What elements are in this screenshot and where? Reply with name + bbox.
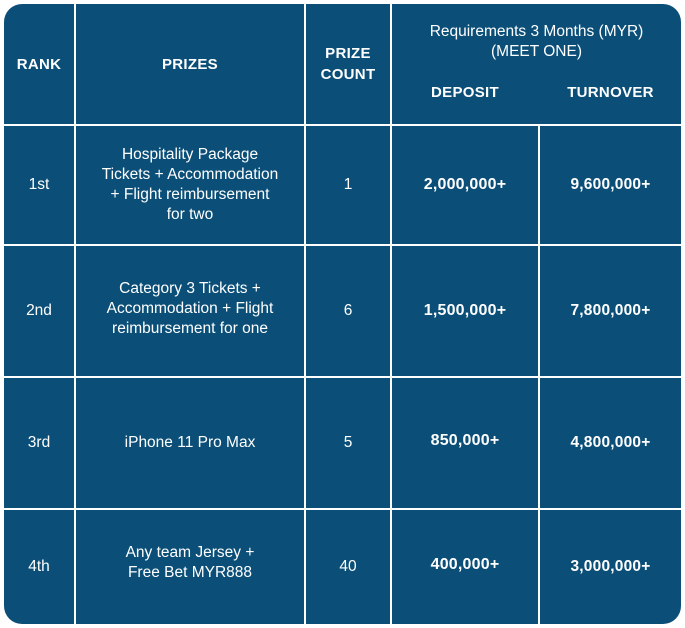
row-1-prize <box>76 126 304 244</box>
row-rank-label: 4th <box>28 558 50 575</box>
prize-line: Hospitality Package <box>121 146 259 163</box>
prize-line: Free Bet MYR888 <box>127 564 253 581</box>
row-rank-label: 1st <box>28 176 50 193</box>
prize-count-value: 40 <box>339 558 357 575</box>
row-rank-label: 2nd <box>26 302 52 319</box>
header-turnover <box>540 82 681 103</box>
row-4-turnover <box>540 510 681 624</box>
row-2-turnover <box>540 246 681 376</box>
row-3-rank <box>4 378 74 508</box>
row-3-deposit <box>392 378 538 508</box>
header-prizes-label: PRIZES <box>162 55 218 73</box>
prize-line: reimbursement for one <box>112 320 268 337</box>
header-rank <box>4 4 74 124</box>
row-4-rank <box>4 510 74 624</box>
deposit-value: 2,000,000+ <box>423 176 507 193</box>
header-requirements <box>392 4 681 124</box>
prize-line: iPhone 11 Pro Max <box>124 434 256 451</box>
prize-count-value: 6 <box>343 302 353 319</box>
prize-line: Any team Jersey + <box>125 544 255 561</box>
deposit-value: 400,000+ <box>430 556 500 573</box>
row-3-count <box>306 378 390 508</box>
requirements-title <box>392 22 681 62</box>
row-2-count <box>306 246 390 376</box>
deposit-value: 850,000+ <box>430 432 500 449</box>
row-2-rank <box>4 246 74 376</box>
header-prize-count-line2: COUNT <box>320 66 376 83</box>
row-2-prize <box>76 246 304 376</box>
prize-line: for two <box>166 206 214 223</box>
header-prize-count <box>306 4 390 124</box>
row-4-prize <box>76 510 304 624</box>
row-rank-label: 3rd <box>27 434 51 451</box>
row-1-count <box>306 126 390 244</box>
row-2-deposit <box>392 246 538 376</box>
header-turnover-label: TURNOVER <box>567 84 654 101</box>
header-deposit <box>392 82 538 103</box>
row-4-deposit <box>392 510 538 624</box>
row-3-turnover <box>540 378 681 508</box>
prize-line: Accommodation + Flight <box>106 300 274 317</box>
row-1-turnover <box>540 126 681 244</box>
header-deposit-label: DEPOSIT <box>431 84 499 101</box>
prize-count-value: 1 <box>343 176 353 193</box>
prize-line: Tickets + Accommodation <box>101 166 279 183</box>
header-prizes <box>76 4 304 124</box>
requirements-title-line2: (MEET ONE) <box>491 43 582 60</box>
header-prize-count-line1: PRIZE <box>325 45 371 62</box>
prize-line: + Flight reimbursement <box>110 186 270 203</box>
header-rank-label: RANK <box>16 55 62 73</box>
turnover-value: 7,800,000+ <box>570 302 651 319</box>
turnover-value: 4,800,000+ <box>570 434 651 451</box>
deposit-value: 1,500,000+ <box>423 302 507 319</box>
requirements-title-line1: Requirements 3 Months (MYR) <box>429 23 644 40</box>
row-3-prize <box>76 378 304 508</box>
row-4-count <box>306 510 390 624</box>
turnover-value: 3,000,000+ <box>570 558 651 575</box>
turnover-value: 9,600,000+ <box>570 176 651 193</box>
row-1-deposit <box>392 126 538 244</box>
row-1-rank <box>4 126 74 244</box>
prize-table <box>4 4 681 624</box>
prize-count-value: 5 <box>343 434 353 451</box>
prize-line: Category 3 Tickets + <box>119 280 261 297</box>
